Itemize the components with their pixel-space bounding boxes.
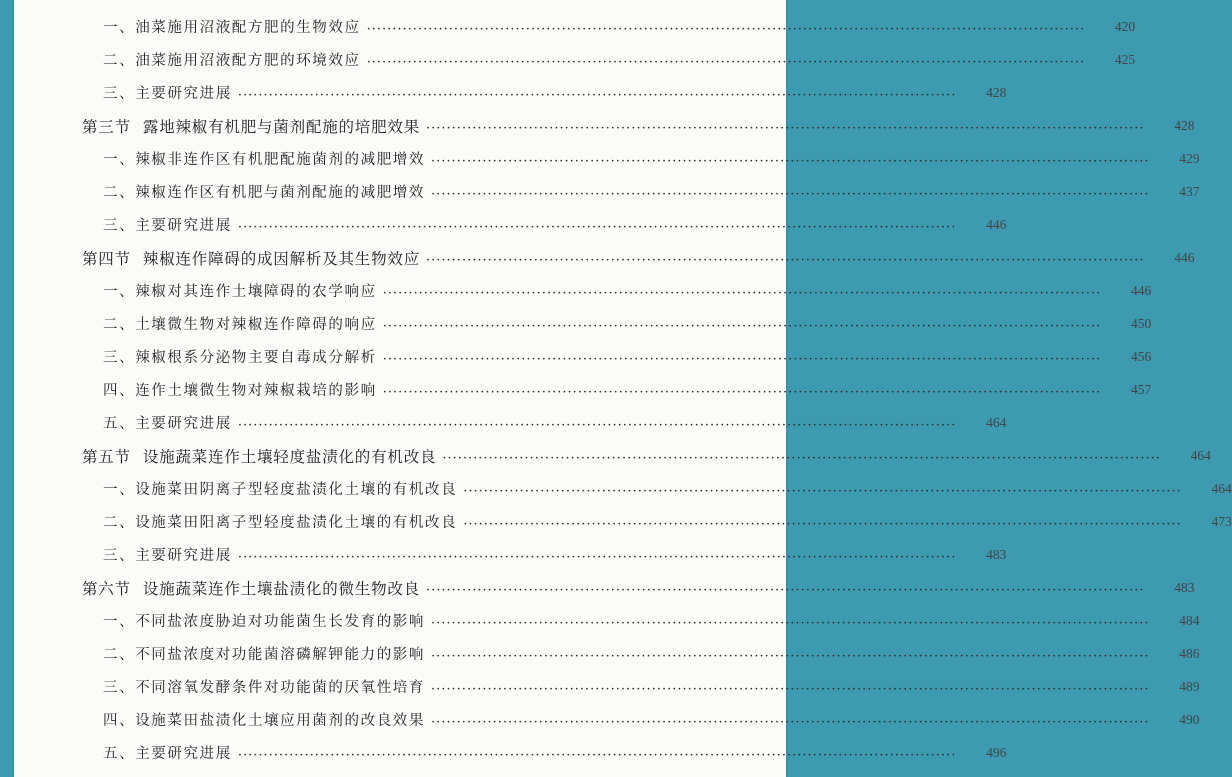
table-of-contents: [14, 0, 1232, 777]
section-title: 辣椒连作障碍的成因解析及其生物效应: [142, 249, 421, 268]
dot-leader: ············································································································································: [366, 22, 1086, 37]
toc-subsection-entry: [14, 340, 1152, 373]
dot-leader: ············································································································································: [463, 517, 1182, 532]
toc-subsection-entry: [14, 142, 1200, 175]
page-number: 428: [1174, 117, 1195, 133]
toc-section-entry: [14, 241, 1195, 274]
entry-title: 一、辣椒对其连作土壤障碍的农学响应: [103, 284, 377, 300]
page-number: 437: [1179, 183, 1200, 199]
dot-leader: ············································································································································: [237, 88, 957, 103]
page-number: 428: [986, 84, 1007, 100]
entry-title: 三、辣椒根系分泌物主要自毒成分解析: [103, 350, 377, 366]
entry-title: [82, 445, 436, 467]
dot-leader: ············································································································································: [431, 715, 1150, 730]
toc-subsection-entry: [14, 538, 1007, 571]
dot-leader: ············································································································································: [431, 649, 1150, 664]
dot-leader: ············································································································································: [426, 253, 1145, 268]
dot-leader: ············································································································································: [237, 748, 957, 763]
entry-title: 五、主要研究进展: [103, 746, 232, 762]
section-number: 第四节: [82, 249, 131, 268]
dot-leader: ············································································································································: [382, 286, 1102, 301]
dot-leader: ············································································································································: [237, 418, 957, 433]
toc-section-entry: [14, 109, 1195, 142]
entry-title: 二、土壤微生物对辣椒连作障碍的响应: [103, 317, 377, 333]
entry-title: 二、辣椒连作区有机肥与菌剂配施的减肥增效: [103, 185, 425, 201]
page-number: 420: [1114, 18, 1136, 34]
page-number: 464: [986, 414, 1007, 430]
entry-title: 三、主要研究进展: [103, 548, 232, 564]
entry-title: [82, 247, 420, 269]
entry-title: 五、主要研究进展: [103, 416, 232, 432]
entry-title: 一、油菜施用沼液配方肥的生物效应: [103, 20, 361, 36]
entry-title: 二、油菜施用沼液配方肥的环境效应: [103, 53, 361, 69]
toc-subsection-entry: [14, 472, 1232, 505]
page-number: 483: [986, 546, 1007, 562]
page-number: 473: [1211, 513, 1232, 529]
toc-subsection-entry: [14, 703, 1200, 736]
page-number: 456: [1130, 348, 1152, 364]
book-page: [14, 0, 1232, 777]
toc-subsection-entry: [14, 373, 1152, 406]
page-number: 450: [1130, 315, 1152, 331]
dot-leader: ············································································································································: [442, 451, 1161, 466]
entry-title: 二、设施菜田阳离子型轻度盐渍化土壤的有机改良: [103, 515, 458, 531]
dot-leader: ············································································································································: [366, 55, 1086, 70]
page-number: 496: [986, 744, 1007, 760]
entry-title: 四、连作土壤微生物对辣椒栽培的影响: [103, 383, 377, 399]
entry-title: 三、主要研究进展: [103, 86, 232, 102]
entry-title: 二、不同盐浓度对功能菌溶磷解钾能力的影响: [103, 647, 425, 663]
dot-leader: ············································································································································: [382, 319, 1102, 334]
toc-subsection-entry: [14, 406, 1007, 439]
section-number: 第六节: [82, 579, 131, 598]
toc-subsection-entry: [14, 670, 1200, 703]
section-number: 第五节: [82, 447, 131, 466]
entry-title: 四、设施菜田盐渍化土壤应用菌剂的改良效果: [103, 713, 425, 729]
dot-leader: ············································································································································: [463, 484, 1182, 499]
toc-subsection-entry: [14, 43, 1136, 76]
page-number: 429: [1179, 150, 1200, 166]
page-number: 490: [1179, 711, 1200, 727]
section-title: 露地辣椒有机肥与菌剂配施的培肥效果: [142, 117, 421, 136]
page-number: 486: [1179, 645, 1200, 661]
toc-subsection-entry: [14, 10, 1136, 43]
toc-section-entry: [14, 571, 1195, 604]
page-number: 483: [1174, 579, 1195, 595]
toc-subsection-entry: [14, 76, 1007, 109]
page-number: 457: [1130, 381, 1152, 397]
entry-title: [82, 577, 420, 599]
toc-subsection-entry: [14, 175, 1200, 208]
entry-title: 一、辣椒非连作区有机肥配施菌剂的减肥增效: [103, 152, 425, 168]
page-number: 425: [1114, 51, 1136, 67]
entry-title: 三、主要研究进展: [103, 218, 232, 234]
page-number: 464: [1190, 447, 1211, 463]
toc-section-entry: [14, 439, 1211, 472]
page-number: 446: [1130, 282, 1152, 298]
entry-title: 三、不同溶氧发酵条件对功能菌的厌氧性培育: [103, 680, 425, 696]
toc-subsection-entry: [14, 274, 1152, 307]
toc-subsection-entry: [14, 637, 1200, 670]
page-number: 484: [1179, 612, 1200, 628]
dot-leader: ············································································································································: [237, 220, 957, 235]
section-title: 设施蔬菜连作土壤盐渍化的微生物改良: [142, 579, 421, 598]
toc-subsection-entry: [14, 505, 1232, 538]
dot-leader: ············································································································································: [426, 583, 1145, 598]
toc-subsection-entry: [14, 604, 1200, 637]
entry-title: 一、不同盐浓度胁迫对功能菌生长发育的影响: [103, 614, 425, 630]
entry-title: [82, 115, 420, 137]
toc-subsection-entry: [14, 307, 1152, 340]
section-number: 第三节: [82, 117, 131, 136]
dot-leader: ············································································································································: [431, 187, 1150, 202]
toc-subsection-entry: [14, 736, 1007, 769]
dot-leader: ············································································································································: [431, 682, 1150, 697]
dot-leader: ············································································································································: [426, 121, 1145, 136]
page-number: 464: [1211, 480, 1232, 496]
page-number: 446: [1174, 249, 1195, 265]
dot-leader: ············································································································································: [382, 352, 1102, 367]
dot-leader: ············································································································································: [237, 550, 957, 565]
dot-leader: ············································································································································: [382, 385, 1102, 400]
dot-leader: ············································································································································: [431, 154, 1150, 169]
entry-title: 一、设施菜田阴离子型轻度盐渍化土壤的有机改良: [103, 482, 458, 498]
page-number: 489: [1179, 678, 1200, 694]
dot-leader: ············································································································································: [431, 616, 1150, 631]
page-number: 446: [986, 216, 1007, 232]
toc-subsection-entry: [14, 208, 1007, 241]
section-title: 设施蔬菜连作土壤轻度盐渍化的有机改良: [142, 447, 437, 466]
